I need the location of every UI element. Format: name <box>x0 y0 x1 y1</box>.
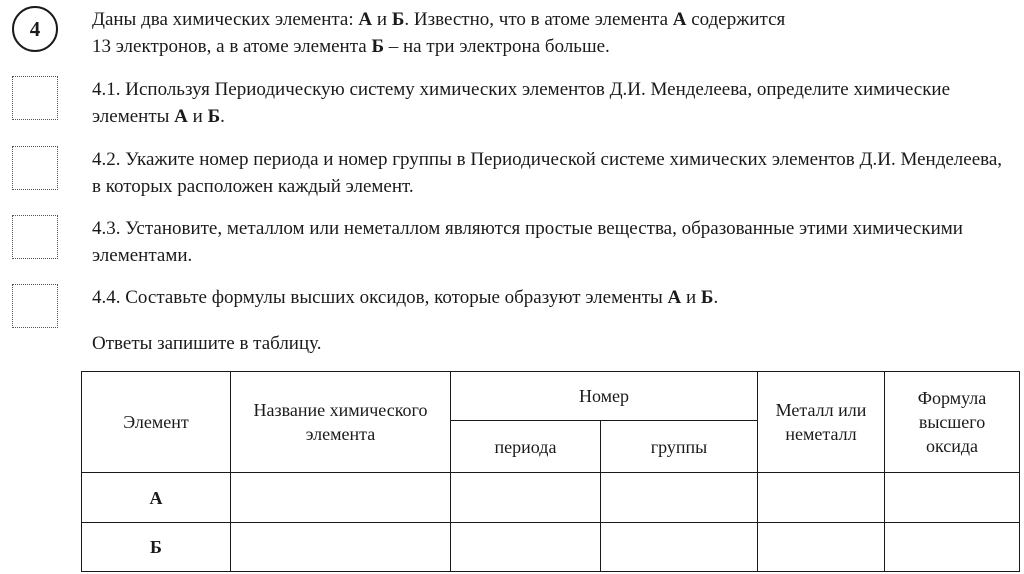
question-text: . <box>220 106 225 127</box>
question-4-3: 4.3. Установите, металлом или неметаллом являются простые вещества, образованные этими химическими элементами. <box>92 218 963 266</box>
question-text: и <box>681 287 701 308</box>
cell-name-a[interactable] <box>231 473 451 523</box>
header-metal: Металл или неметалл <box>758 372 885 473</box>
row-label-b: Б <box>82 523 231 572</box>
answer-box-4-3[interactable] <box>12 215 58 259</box>
cell-metal-a[interactable] <box>758 473 885 523</box>
question-element-b: Б <box>207 106 221 127</box>
question-4-2: 4.2. Укажите номер периода и номер группы в Периодической системе химических элементов Д.И. Менделеева, в которых расположен каждый элемент. <box>92 149 1003 197</box>
question-element-a: А <box>174 106 188 127</box>
question-text: 4.1. Используя Периодическую систему химических элементов Д.И. Менделеева, определите химические элементы <box>92 79 951 127</box>
intro-line-2 <box>92 33 1004 60</box>
header-group: группы <box>601 421 758 473</box>
answer-box-4-1[interactable] <box>12 76 58 120</box>
intro-element-a: А <box>358 9 373 30</box>
header-number: Номер <box>451 372 758 421</box>
cell-formula-b[interactable] <box>885 523 1020 572</box>
header-element: Элемент <box>82 372 231 473</box>
intro-text: содержится <box>686 9 786 30</box>
cell-group-b[interactable] <box>601 523 758 572</box>
question-element-b: Б <box>700 287 714 308</box>
task-intro <box>92 6 1004 60</box>
cell-group-a[interactable] <box>601 473 758 523</box>
answer-table <box>81 371 1020 572</box>
intro-text: . Известно, что в атоме элемента <box>404 9 673 30</box>
task-number-badge <box>12 6 58 52</box>
intro-element-a: А <box>672 9 687 30</box>
cell-metal-b[interactable] <box>758 523 885 572</box>
cell-name-b[interactable] <box>231 523 451 572</box>
table-row <box>82 523 1020 572</box>
instruction-text: Ответы запишите в таблицу. <box>92 333 322 354</box>
header-name: Название химического элемента <box>231 372 451 473</box>
intro-text: – на три электрона больше. <box>384 36 610 57</box>
cell-period-b[interactable] <box>451 523 601 572</box>
answer-box-4-2[interactable] <box>12 146 58 190</box>
question-text: 4.4. Составьте формулы высших оксидов, которые образуют элементы <box>92 287 668 308</box>
cell-formula-a[interactable] <box>885 473 1020 523</box>
header-formula: Формула высшего оксида <box>885 372 1020 473</box>
question-text: и <box>187 106 208 127</box>
intro-element-b: Б <box>391 9 405 30</box>
task-number: 4 <box>29 16 41 41</box>
cell-period-a[interactable] <box>451 473 601 523</box>
header-period: периода <box>451 421 601 473</box>
row-label-a: А <box>82 473 231 523</box>
intro-element-b: Б <box>371 36 385 57</box>
intro-text: Даны два химических элемента: <box>92 9 359 30</box>
question-4-1 <box>92 76 1004 130</box>
answer-box-4-4[interactable] <box>12 284 58 328</box>
question-text: . <box>713 287 719 308</box>
question-4-4 <box>92 284 1004 311</box>
intro-text: 13 электронов, а в атоме элемента <box>92 36 372 57</box>
table-row <box>82 473 1020 523</box>
intro-text: и <box>372 9 392 30</box>
question-element-a: А <box>667 287 682 308</box>
